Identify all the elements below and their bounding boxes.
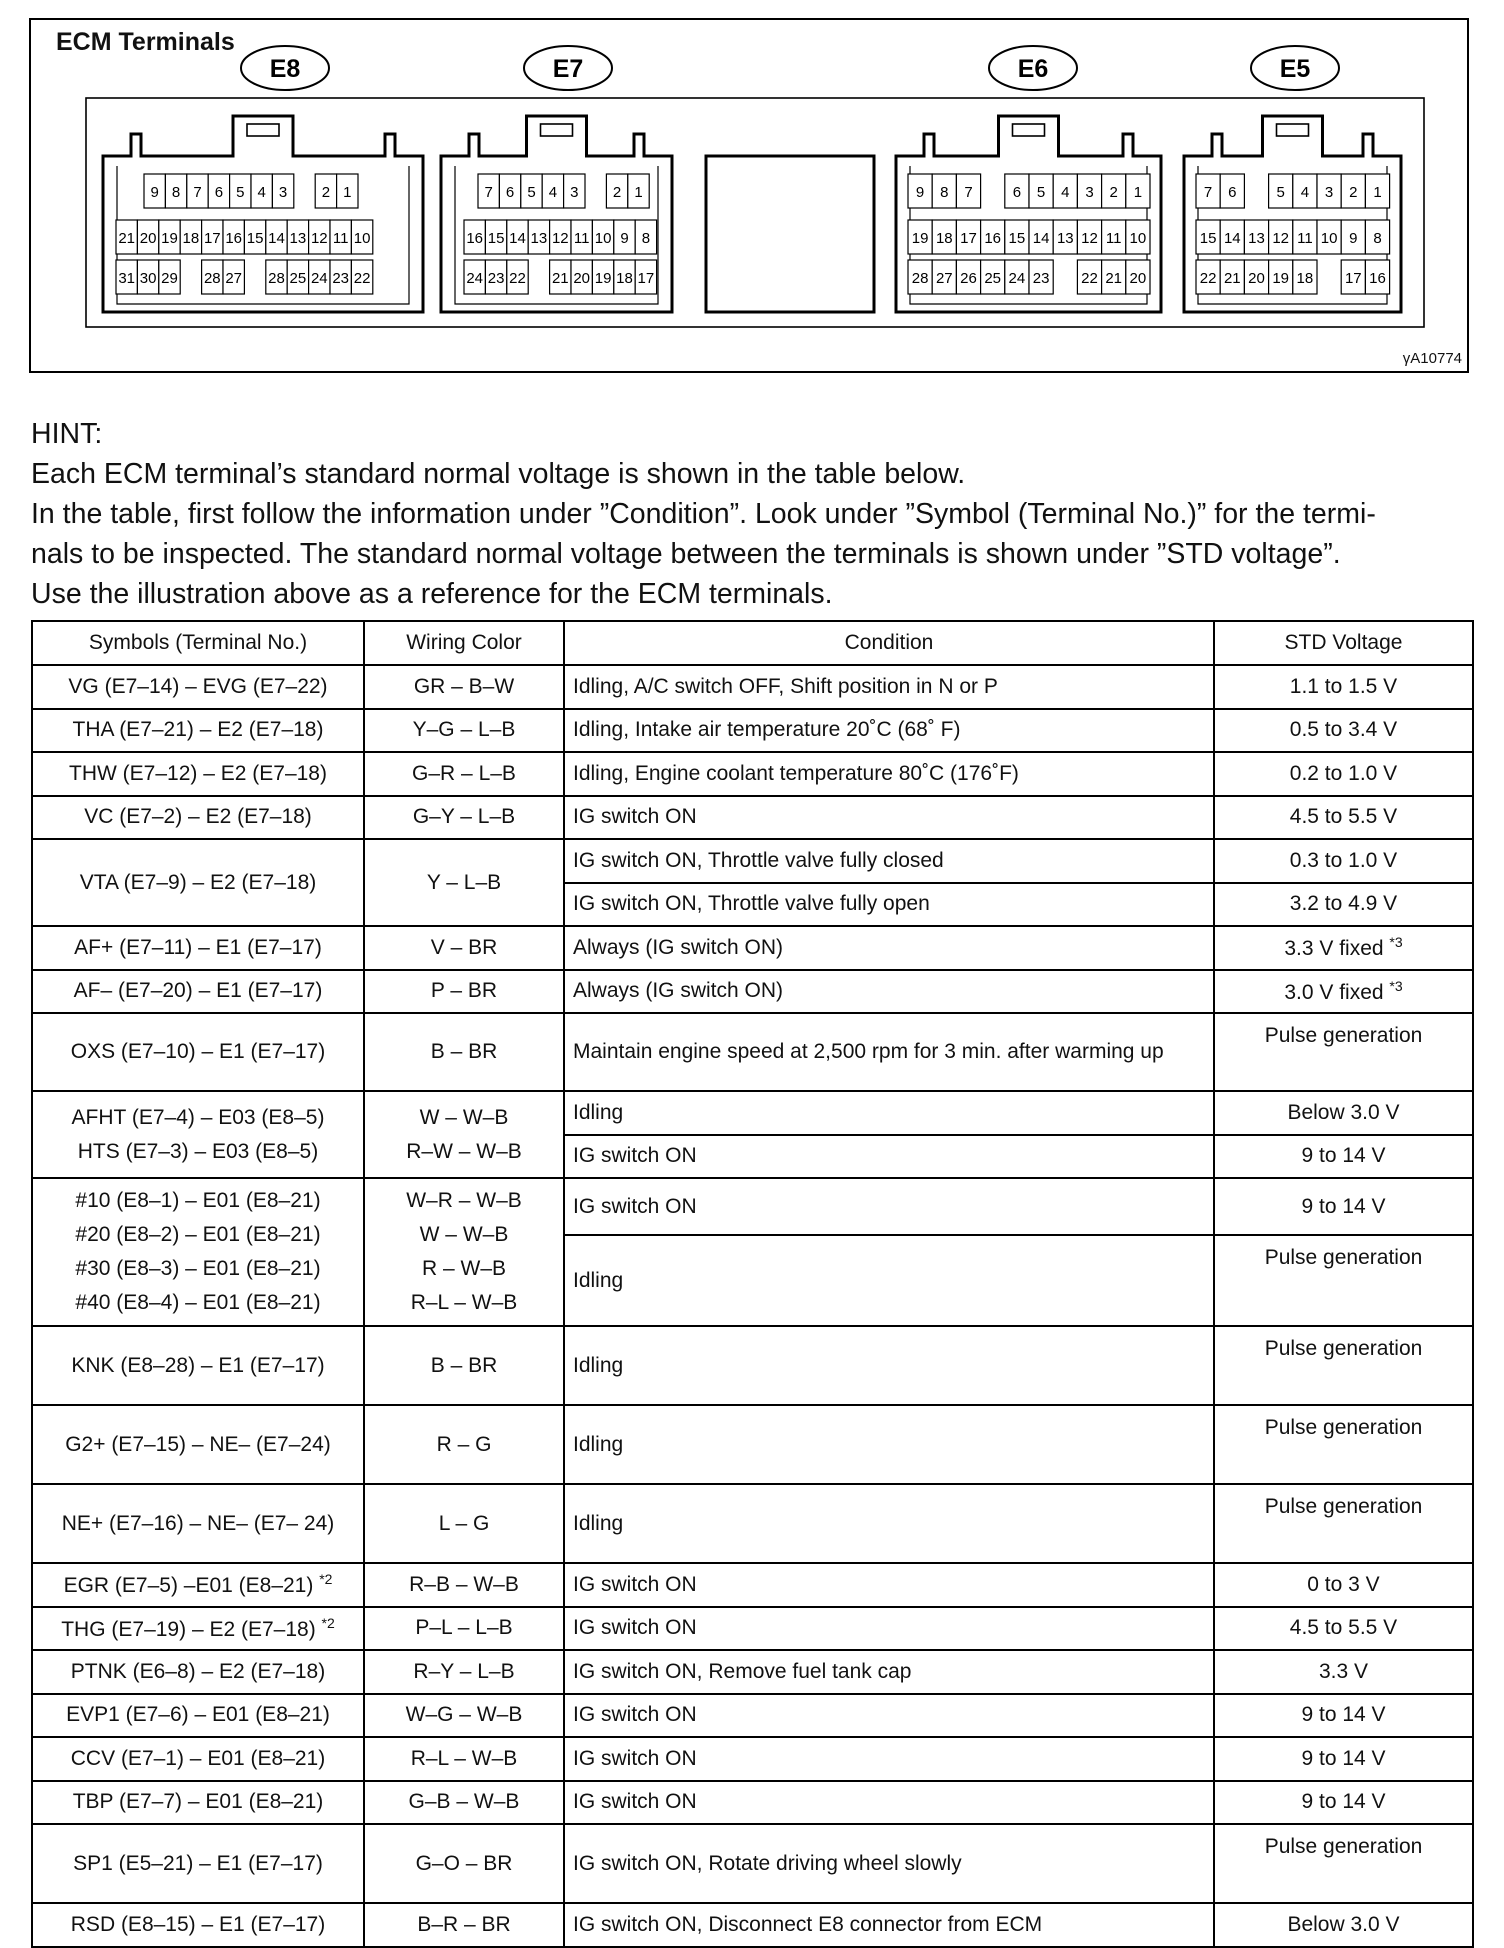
terminal-number: 18 [182, 230, 200, 247]
symbol-text: EGR (E7–5) –E01 (E8–21) [63, 1574, 320, 1598]
table-row [32, 709, 1473, 753]
terminal-number: 22 [509, 270, 526, 287]
terminal-number: 9 [915, 184, 925, 201]
terminal-number: 5 [236, 184, 245, 201]
table-row [32, 1650, 1473, 1694]
terminal-number: 3 [570, 184, 579, 201]
table-row [32, 1781, 1473, 1825]
terminal-number: 14 [509, 230, 526, 247]
hint-block [31, 414, 1476, 614]
condition-cell: Idling [564, 1235, 1214, 1326]
terminal-number: 11 [573, 230, 590, 247]
symbol-line: #30 (E8–3) – E01 (E8–21) [75, 1257, 321, 1280]
symbol-cell: AF+ (E7–11) – E1 (E7–17) [32, 926, 364, 970]
condition-cell: Idling, Intake air temperature 20˚C (68˚ F) [564, 709, 1214, 753]
terminal-number: 3 [1085, 184, 1094, 201]
terminal-number: 20 [139, 230, 157, 247]
terminal-number: 2 [612, 184, 622, 201]
wiring-cell: Y – L–B [364, 839, 564, 926]
condition-cell: IG switch ON [564, 796, 1214, 840]
condition-cell: Idling [564, 1091, 1214, 1135]
std-cell: 9 to 14 V [1214, 1781, 1473, 1825]
symbol-line: #10 (E8–1) – E01 (E8–21) [75, 1189, 321, 1212]
terminal-number: 2 [321, 184, 331, 201]
connector-e6 [896, 46, 1161, 312]
terminal-number: 8 [171, 184, 181, 201]
symbol-cell: THW (E7–12) – E2 (E7–18) [32, 752, 364, 796]
terminal-number: 18 [616, 270, 633, 287]
std-cell: 0.5 to 3.4 V [1214, 709, 1473, 753]
terminal-number: 5 [1036, 184, 1046, 201]
std-cell: 9 to 14 V [1214, 1178, 1473, 1235]
std-value: 3.0 V fixed [1284, 980, 1384, 1004]
wiring-cell: R – G [364, 1405, 564, 1484]
terminal-number: 16 [1369, 270, 1386, 287]
terminal-number: 17 [637, 270, 655, 287]
terminal-number: 10 [594, 230, 612, 247]
std-cell: Pulse generation [1214, 1484, 1473, 1563]
std-cell: 3.2 to 4.9 V [1214, 883, 1473, 927]
wiring-line: R–L – W–B [410, 1291, 518, 1314]
terminal-number: 15 [1199, 230, 1217, 247]
std-cell: 9 to 14 V [1214, 1737, 1473, 1781]
terminal-number: 9 [620, 230, 629, 247]
terminal-number: 14 [1223, 230, 1241, 247]
terminal-number: 13 [530, 230, 548, 247]
footnote-mark: *2 [321, 1614, 335, 1631]
condition-cell: IG switch ON [564, 1563, 1214, 1607]
terminal-number: 18 [935, 230, 953, 247]
table-row [32, 1607, 1473, 1651]
symbol-cell: CCV (E7–1) – E01 (E8–21) [32, 1737, 364, 1781]
terminal-number: 20 [1129, 270, 1147, 287]
std-cell [1214, 926, 1473, 970]
condition-cell: IG switch ON, Throttle valve fully closed [564, 839, 1214, 883]
wiring-cell: G–B – W–B [364, 1781, 564, 1825]
condition-cell: IG switch ON, Disconnect E8 connector from ECM [564, 1903, 1214, 1947]
hint-line-1: Each ECM terminal’s standard normal voltage is shown in the table below. [31, 458, 966, 490]
std-cell: 4.5 to 5.5 V [1214, 1607, 1473, 1651]
wiring-cell: GR – B–W [364, 665, 564, 709]
wiring-cell: R–Y – L–B [364, 1650, 564, 1694]
condition-cell: IG switch ON [564, 1737, 1214, 1781]
terminal-number: 11 [1297, 230, 1313, 247]
terminal-number: 17 [203, 230, 221, 247]
terminal-number: 24 [1008, 270, 1026, 287]
terminal-number: 30 [139, 270, 157, 287]
symbol-cell: KNK (E8–28) – E1 (E7–17) [32, 1326, 364, 1405]
terminal-number: 1 [634, 184, 643, 201]
terminal-number: 27 [935, 270, 953, 287]
hint-line-3: nals to be inspected. The standard normal voltage between the terminals is shown under ”STD voltage”. [31, 538, 1341, 570]
terminal-number: 5 [1276, 184, 1285, 201]
terminal-number: 15 [246, 230, 264, 247]
connector-label: E8 [269, 55, 301, 83]
terminal-number: 18 [1296, 270, 1314, 287]
condition-cell: Maintain engine speed at 2,500 rpm for 3 min. after warming up [564, 1013, 1214, 1091]
terminal-number: 6 [214, 184, 224, 201]
wiring-cell: R–L – W–B [364, 1737, 564, 1781]
terminal-number: 13 [1248, 230, 1265, 247]
header-symbols: Symbols (Terminal No.) [32, 621, 364, 665]
table-row [32, 1178, 1473, 1235]
condition-cell: IG switch ON, Remove fuel tank cap [564, 1650, 1214, 1694]
table-header-row [32, 621, 1473, 665]
terminal-number: 31 [118, 270, 136, 287]
std-value: 3.3 V fixed [1284, 937, 1384, 961]
terminal-number: 19 [1272, 270, 1290, 287]
symbol-line: #40 (E8–4) – E01 (E8–21) [75, 1291, 321, 1314]
terminal-number: 14 [1032, 230, 1050, 247]
diagram-title: ECM Terminals [56, 28, 235, 56]
symbol-text: THG (E7–19) – E2 (E7–18) [61, 1617, 322, 1641]
wiring-cell: P – BR [364, 970, 564, 1014]
terminal-number: 23 [1032, 270, 1050, 287]
table-row [32, 1737, 1473, 1781]
terminal-number: 8 [1373, 230, 1382, 247]
condition-cell: IG switch ON, Rotate driving wheel slowly [564, 1824, 1214, 1903]
symbol-cell [32, 1563, 364, 1607]
wiring-cell [364, 1091, 564, 1178]
terminal-number: 23 [332, 270, 350, 287]
terminal-number: 6 [1012, 184, 1022, 201]
terminal-number: 21 [118, 230, 136, 247]
connector-e7 [441, 46, 672, 312]
connector-label: E5 [1279, 55, 1311, 83]
terminal-number: 3 [278, 184, 288, 201]
terminal-number: 22 [353, 270, 371, 287]
std-cell: 0.2 to 1.0 V [1214, 752, 1473, 796]
terminal-number: 11 [332, 230, 349, 247]
terminal-number: 2 [1349, 184, 1358, 201]
condition-cell: Idling, A/C switch OFF, Shift position in N or P [564, 665, 1214, 709]
terminal-number: 12 [310, 230, 328, 247]
terminal-number: 4 [548, 184, 558, 201]
wiring-line: R–W – W–B [406, 1139, 522, 1163]
terminal-number: 29 [161, 270, 178, 287]
table-row [32, 752, 1473, 796]
connector-e5 [1184, 46, 1401, 312]
terminal-number: 7 [193, 184, 202, 201]
terminal-number: 13 [289, 230, 307, 247]
terminal-number: 12 [1272, 230, 1290, 247]
symbol-cell: VG (E7–14) – EVG (E7–22) [32, 665, 364, 709]
connector-label: E6 [1017, 55, 1049, 83]
std-cell: Pulse generation [1214, 1405, 1473, 1484]
table-row [32, 1013, 1473, 1091]
terminal-number: 28 [203, 270, 221, 287]
std-cell: 0.3 to 1.0 V [1214, 839, 1473, 883]
condition-cell: Always (IG switch ON) [564, 926, 1214, 970]
wiring-cell: P–L – L–B [364, 1607, 564, 1651]
terminal-number: 1 [1133, 184, 1143, 201]
terminal-number: 16 [984, 230, 1002, 247]
latch [247, 124, 279, 136]
symbol-cell: TBP (E7–7) – E01 (E8–21) [32, 1781, 364, 1825]
symbol-cell: EVP1 (E7–6) – E01 (E8–21) [32, 1694, 364, 1738]
terminal-number: 20 [1248, 270, 1265, 287]
symbol-cell: NE+ (E7–16) – NE– (E7– 24) [32, 1484, 364, 1563]
condition-cell: IG switch ON [564, 1178, 1214, 1235]
std-cell: 1.1 to 1.5 V [1214, 665, 1473, 709]
terminal-number: 12 [551, 230, 569, 247]
symbol-cell: THA (E7–21) – E2 (E7–18) [32, 709, 364, 753]
symbol-line: AFHT (E7–4) – E03 (E8–5) [71, 1105, 325, 1129]
figure-id: γA10774 [1402, 350, 1462, 367]
terminal-number: 2 [1109, 184, 1118, 201]
condition-cell: Idling, Engine coolant temperature 80˚C (176˚F) [564, 752, 1214, 796]
std-cell: 0 to 3 V [1214, 1563, 1473, 1607]
std-cell [1214, 970, 1473, 1014]
terminal-number: 6 [505, 184, 515, 201]
symbol-cell: SP1 (E5–21) – E1 (E7–17) [32, 1824, 364, 1903]
std-cell: Pulse generation [1214, 1235, 1473, 1326]
terminal-number: 8 [940, 184, 949, 201]
connector-label: E7 [552, 55, 584, 83]
terminal-number: 19 [911, 230, 929, 247]
terminal-number: 10 [353, 230, 371, 247]
wiring-line: W – W–B [419, 1105, 509, 1129]
terminal-number: 21 [1223, 270, 1241, 287]
header-std-voltage: STD Voltage [1214, 621, 1473, 665]
terminal-number: 7 [1203, 184, 1213, 201]
terminal-number: 10 [1320, 230, 1338, 247]
footnote-mark: *2 [319, 1571, 333, 1588]
terminal-number: 1 [343, 184, 352, 201]
table-row [32, 796, 1473, 840]
symbol-cell: VTA (E7–9) – E2 (E7–18) [32, 839, 364, 926]
terminal-number: 15 [487, 230, 505, 247]
table-row [32, 926, 1473, 970]
std-cell: Below 3.0 V [1214, 1903, 1473, 1947]
terminal-number: 16 [466, 230, 484, 247]
table-row [32, 1824, 1473, 1903]
terminal-number: 1 [1373, 184, 1382, 201]
std-voltage-table [31, 620, 1474, 1948]
latch [1013, 124, 1045, 136]
std-cell: 9 to 14 V [1214, 1135, 1473, 1179]
terminal-number: 11 [1105, 230, 1122, 247]
blank-block [706, 156, 874, 312]
wiring-cell: Y–G – L–B [364, 709, 564, 753]
std-cell: Pulse generation [1214, 1326, 1473, 1405]
table-row [32, 839, 1473, 883]
wiring-line: W–R – W–B [406, 1189, 522, 1212]
condition-cell: Idling [564, 1405, 1214, 1484]
table-row [32, 665, 1473, 709]
table-row [32, 970, 1473, 1014]
wiring-cell: B – BR [364, 1326, 564, 1405]
condition-cell: Always (IG switch ON) [564, 970, 1214, 1014]
condition-cell: Idling [564, 1326, 1214, 1405]
terminal-number: 28 [268, 270, 285, 287]
condition-cell: IG switch ON [564, 1694, 1214, 1738]
condition-cell: IG switch ON [564, 1781, 1214, 1825]
std-cell: 3.3 V [1214, 1650, 1473, 1694]
hint-heading: HINT: [31, 418, 103, 450]
footnote-mark: *3 [1389, 977, 1403, 994]
condition-cell: Idling [564, 1484, 1214, 1563]
std-cell: 9 to 14 V [1214, 1694, 1473, 1738]
latch [541, 124, 573, 136]
condition-cell: IG switch ON, Throttle valve fully open [564, 883, 1214, 927]
terminal-number: 9 [1349, 230, 1358, 247]
symbol-line: #20 (E8–2) – E01 (E8–21) [75, 1223, 321, 1246]
symbol-cell: AF– (E7–20) – E1 (E7–17) [32, 970, 364, 1014]
terminal-number: 24 [466, 270, 484, 287]
std-cell: Below 3.0 V [1214, 1091, 1473, 1135]
hint-line-4: Use the illustration above as a reference for the ECM terminals. [31, 578, 833, 610]
wiring-line: R – W–B [421, 1257, 507, 1280]
table-row [32, 1563, 1473, 1607]
table-row [32, 1091, 1473, 1135]
symbol-cell: G2+ (E7–15) – NE– (E7–24) [32, 1405, 364, 1484]
terminal-number: 22 [1081, 270, 1098, 287]
terminal-number: 4 [1300, 184, 1310, 201]
symbol-cell: OXS (E7–10) – E1 (E7–17) [32, 1013, 364, 1091]
terminal-number: 7 [964, 184, 973, 201]
std-cell: Pulse generation [1214, 1824, 1473, 1903]
wiring-cell: B–R – BR [364, 1903, 564, 1947]
latch [1277, 124, 1309, 136]
condition-cell: IG switch ON [564, 1607, 1214, 1651]
table-row [32, 1903, 1473, 1947]
terminal-number: 4 [1061, 184, 1070, 201]
terminal-number: 17 [960, 230, 977, 247]
terminal-number: 21 [551, 270, 569, 287]
table-row [32, 1484, 1473, 1563]
connector-illustration [0, 0, 1504, 380]
terminal-number: 26 [960, 270, 977, 287]
table-row [32, 1694, 1473, 1738]
std-cell: 4.5 to 5.5 V [1214, 796, 1473, 840]
terminal-number: 20 [573, 270, 591, 287]
wiring-cell: V – BR [364, 926, 564, 970]
terminal-number: 8 [641, 230, 651, 247]
wiring-cell: G–R – L–B [364, 752, 564, 796]
wiring-line: W – W–B [419, 1223, 509, 1246]
table-row [32, 1326, 1473, 1405]
terminal-number: 15 [1008, 230, 1026, 247]
header-condition: Condition [564, 621, 1214, 665]
terminal-number: 27 [225, 270, 243, 287]
terminal-number: 25 [984, 270, 1002, 287]
symbol-cell [32, 1178, 364, 1326]
symbol-cell: PTNK (E6–8) – E2 (E7–18) [32, 1650, 364, 1694]
symbol-cell [32, 1091, 364, 1178]
terminal-number: 4 [257, 184, 266, 201]
terminal-number: 5 [527, 184, 536, 201]
wiring-cell: R–B – W–B [364, 1563, 564, 1607]
symbol-cell: VC (E7–2) – E2 (E7–18) [32, 796, 364, 840]
terminal-number: 6 [1228, 184, 1237, 201]
terminal-number: 3 [1324, 184, 1334, 201]
terminal-number: 24 [310, 270, 328, 287]
terminal-number: 25 [289, 270, 307, 287]
hint-line-2: In the table, first follow the information under ”Condition”. Look under ”Symbol (Terminal No.)” for the termi- [31, 498, 1376, 530]
footnote-mark: *3 [1389, 934, 1403, 951]
terminal-number: 12 [1081, 230, 1098, 247]
terminal-number: 28 [911, 270, 929, 287]
wiring-cell: L – G [364, 1484, 564, 1563]
symbol-line: HTS (E7–3) – E03 (E8–5) [77, 1139, 319, 1163]
wiring-cell [364, 1178, 564, 1326]
condition-cell: IG switch ON [564, 1135, 1214, 1179]
wiring-cell: W–G – W–B [364, 1694, 564, 1738]
table-row [32, 1405, 1473, 1484]
terminal-number: 17 [1344, 270, 1362, 287]
std-cell: Pulse generation [1214, 1013, 1473, 1091]
wiring-cell: G–O – BR [364, 1824, 564, 1903]
wiring-cell: B – BR [364, 1013, 564, 1091]
terminal-number: 21 [1105, 270, 1123, 287]
terminal-number: 19 [594, 270, 612, 287]
terminal-number: 9 [150, 184, 159, 201]
symbol-cell: RSD (E8–15) – E1 (E7–17) [32, 1903, 364, 1947]
terminal-number: 23 [487, 270, 505, 287]
terminal-number: 22 [1199, 270, 1217, 287]
wiring-cell: G–Y – L–B [364, 796, 564, 840]
terminal-number: 10 [1129, 230, 1147, 247]
symbol-cell [32, 1607, 364, 1651]
terminal-number: 16 [225, 230, 243, 247]
terminal-number: 19 [161, 230, 178, 247]
terminal-number: 14 [268, 230, 285, 247]
terminal-number: 13 [1056, 230, 1074, 247]
header-wiring-color: Wiring Color [364, 621, 564, 665]
terminal-number: 7 [484, 184, 493, 201]
connector-e8 [103, 46, 423, 312]
